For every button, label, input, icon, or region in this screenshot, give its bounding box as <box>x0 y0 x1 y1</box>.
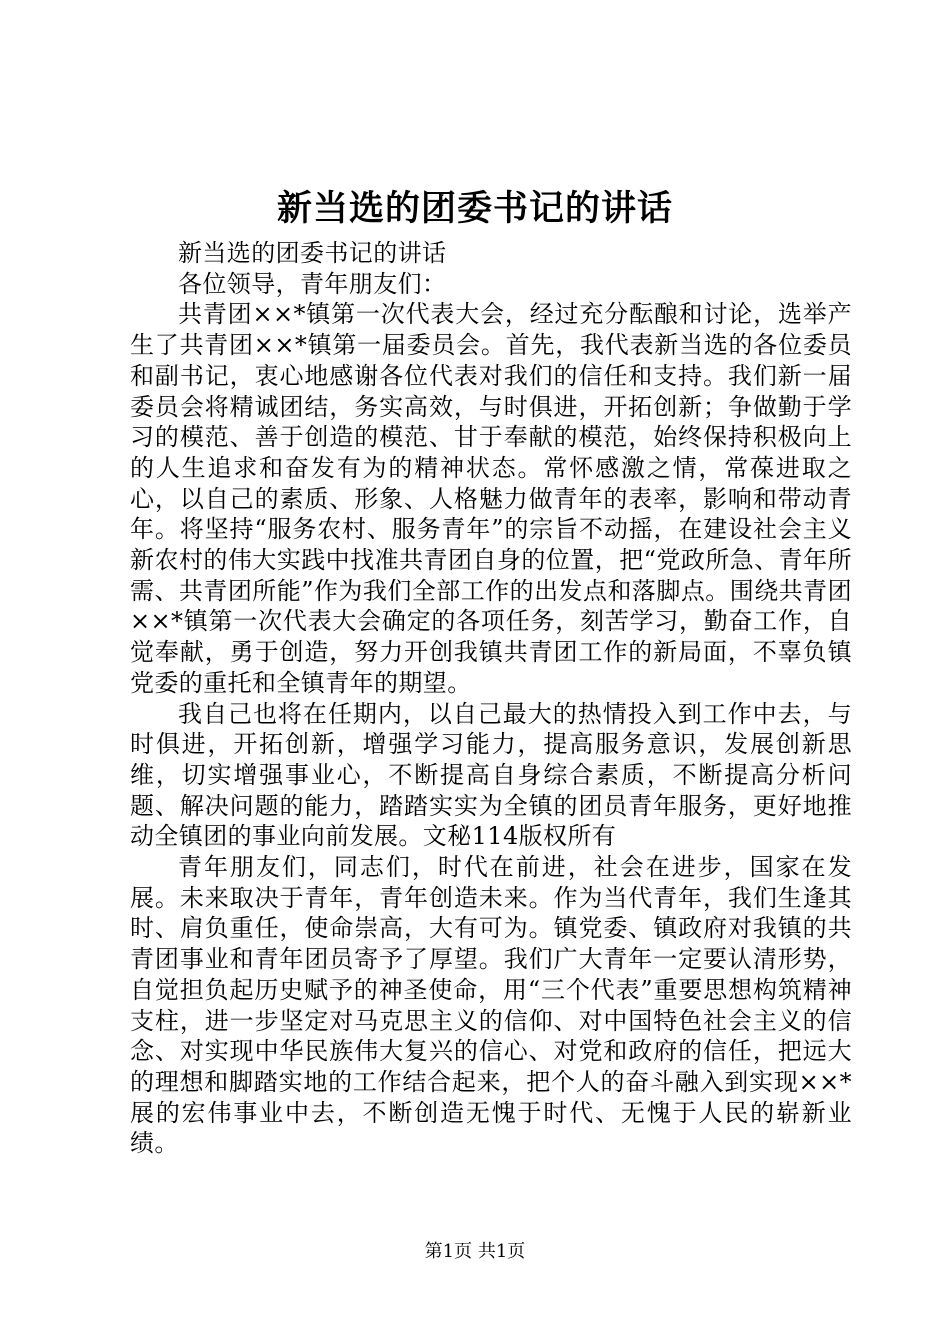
subtitle-paragraph: 新当选的团委书记的讲话 <box>178 239 447 267</box>
document-body <box>130 238 852 1159</box>
body-paragraph: 青年朋友们，同志们，时代在前进，社会在进步，国家在发展。未来取决于青年，青年创造未来。作为当代青年，我们生逢其时、肩负重任，使命崇高，大有可为。镇党委、镇政府对我镇的共青团事业和青年团员寄予了厚望。我们广大青年一定要认清形势，自觉担负起历史赋予的神圣使命，用“三个代表”重要思想构筑精神支柱，进一步坚定对马克思主义的信仰、对中国特色社会主义的信念、对实现中华民族伟大复兴的信心、对党和政府的信任，把远大的理想和脚踏实地的工作结合起来，把个人的奋斗融入到实现××*展的宏伟事业中去，不断创造无愧于时代、无愧于人民的崭新业绩。 <box>130 853 852 1158</box>
body-paragraph: 共青团××*镇第一次代表大会，经过充分酝酿和讨论，选举产生了共青团××*镇第一届委员会。首先，我代表新当选的各位委员和副书记，衷心地感谢各位代表对我们的信任和支持。我们新一届委员会将精诚团结，务实高效，与时俱进，开拓创新；争做勤于学习的模范、善于创造的模范、甘于奉献的模范，始终保持积极向上的人生追求和奋发有为的精神状态。常怀感激之情，常葆进取之心，以自己的素质、形象、人格魅力做青年的表率，影响和带动青年。将坚持“服务农村、服务青年”的宗旨不动摇，在建设社会主义新农村的伟大实践中找准共青团自身的位置，把“党政所急、青年所需、共青团所能”作为我们全部工作的出发点和落脚点。围绕共青团××*镇第一次代表大会确定的各项任务，刻苦学习，勤奋工作，自觉奉献，勇于创造，努力开创我镇共青团工作的新局面，不辜负镇党委的重托和全镇青年的期望。 <box>130 300 852 697</box>
document-title: 新当选的团委书记的讲话 <box>276 188 673 229</box>
page-footer: 第1页 共1页 <box>424 1241 526 1262</box>
salutation-paragraph: 各位领导，青年朋友们： <box>178 269 447 298</box>
body-paragraph: 我自己也将在任期内，以自己最大的热情投入到工作中去，与时俱进，开拓创新，增强学习能力，提高服务意识，发展创新思维，切实增强事业心，不断提高自身综合素质，不断提高分析问题、解决问题的能力，踏踏实实为全镇的团员青年服务，更好地推动全镇团的事业向前发展。文秘114版权所有 <box>130 699 852 851</box>
